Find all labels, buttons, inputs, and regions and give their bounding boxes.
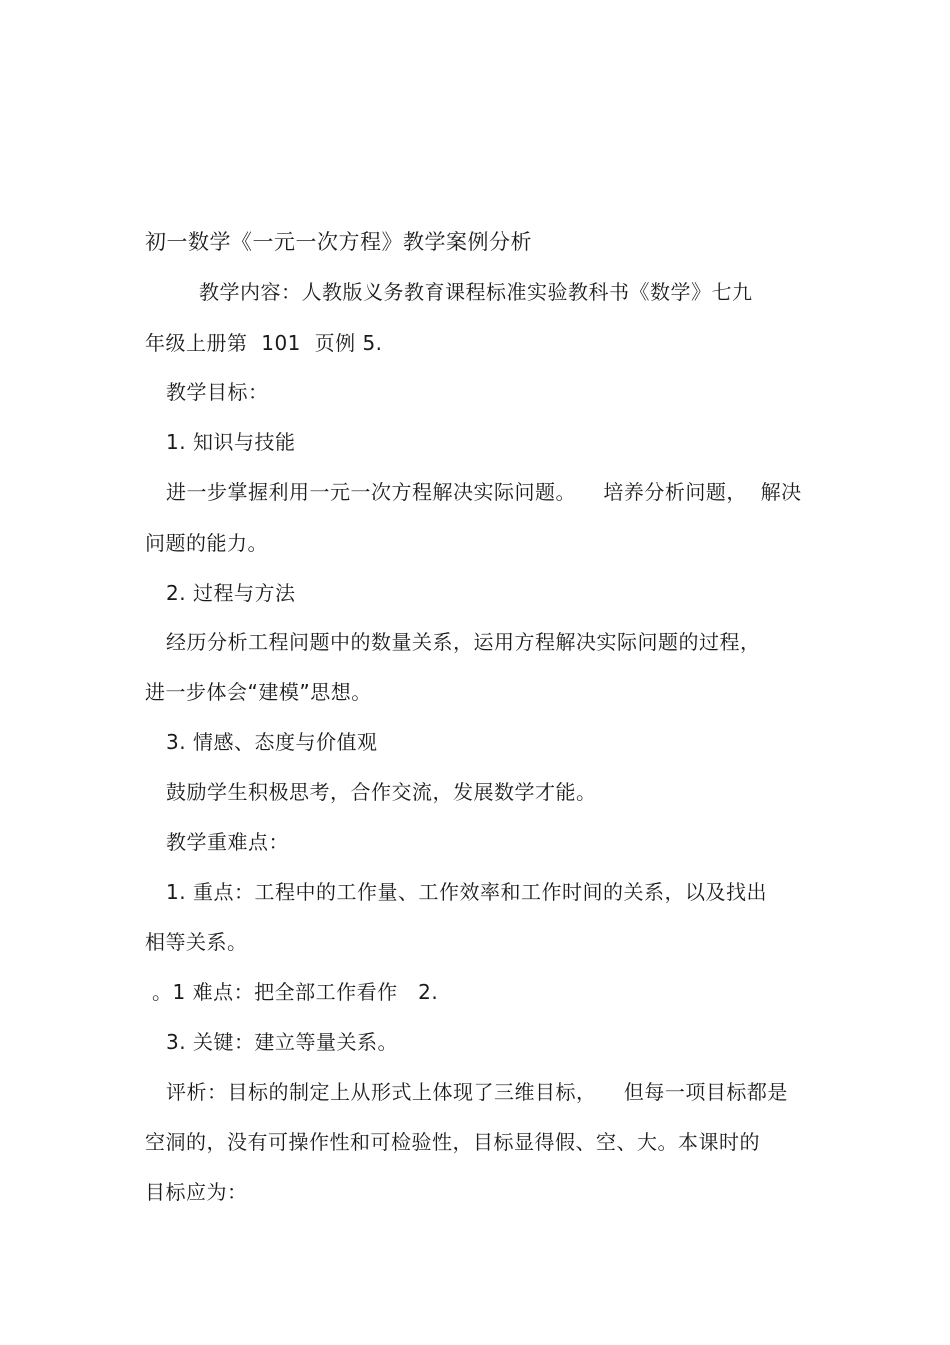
paragraph-line: 年级上册第 101 页例 5. (145, 331, 383, 355)
paragraph-line: 空洞的，没有可操作性和可检验性，目标显得假、空、大。本课时的 (145, 1130, 760, 1154)
paragraph-line: 相等关系。 (145, 930, 248, 954)
subsection-heading: 3. 情感、态度与价值观 (166, 730, 378, 754)
paragraph-line: 鼓励学生积极思考，合作交流，发展数学才能。 (166, 780, 597, 804)
paragraph-line: 教学内容：人教版义务教育课程标准实验教科书《数学》七九 (199, 280, 753, 304)
section-heading: 教学目标： (166, 380, 269, 404)
paragraph-line: 进一步掌握利用一元一次方程解决实际问题。 培养分析问题， 解决 (166, 480, 802, 504)
paragraph-line: 进一步体会“建模”思想。 (145, 680, 372, 704)
paragraph-line: 目标应为： (145, 1180, 248, 1204)
document-title: 初一数学《一元一次方程》教学案例分析 (145, 230, 532, 254)
paragraph-line: 3. 关键：建立等量关系。 (166, 1030, 398, 1054)
paragraph-line: 评析：目标的制定上从形式上体现了三维目标， 但每一项目标都是 (166, 1080, 788, 1104)
subsection-heading: 2. 过程与方法 (166, 581, 296, 605)
paragraph-line: 1. 重点：工程中的工作量、工作效率和工作时间的关系，以及找出 (166, 880, 767, 904)
paragraph-line: 经历分析工程问题中的数量关系，运用方程解决实际问题的过程， (166, 630, 761, 654)
paragraph-line: 。1 难点：把全部工作看作 2. (152, 980, 439, 1004)
section-heading: 教学重难点： (166, 830, 289, 854)
paragraph-line: 问题的能力。 (145, 531, 268, 555)
subsection-heading: 1. 知识与技能 (166, 430, 296, 454)
